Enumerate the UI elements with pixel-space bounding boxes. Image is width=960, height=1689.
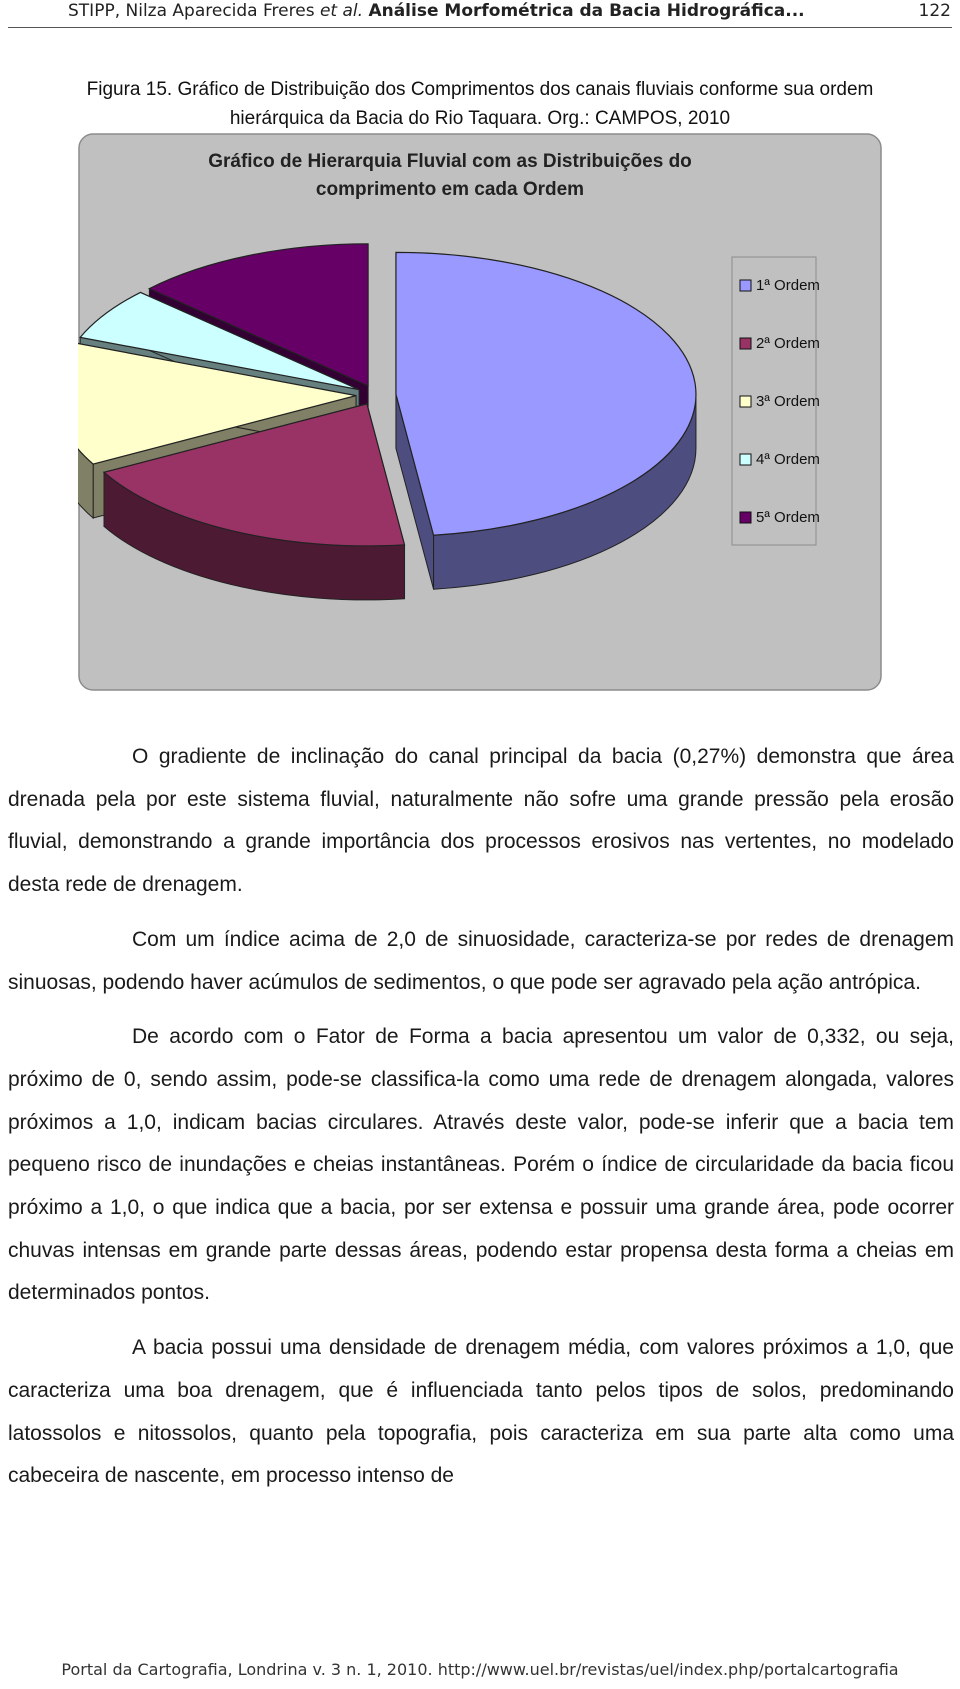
legend-swatch — [740, 280, 751, 291]
header-authors: STIPP, Nilza Aparecida Freres — [68, 1, 320, 21]
chart-title-line-1: Gráfico de Hierarquia Fluvial com as Distribuições do — [208, 151, 692, 172]
chart-title-line-2: comprimento em cada Ordem — [315, 179, 585, 200]
paragraph-3: De acordo com o Fator de Forma a bacia apresentou um valor de 0,332, ou seja, próximo de 0, sendo assim, pode-se classifica-la como uma rede de drenagem alongada, valores próximos a 1,0, indicam bacias circulares. Através deste valor, pode-se inferir que a bacia tem pequeno risco de inundações e cheias instantâneas. Porém o índice de circularidade da bacia ficou próximo a 1,0, o que indica que a bacia, por ser extensa e possuir uma grande área, pode ocorrer chuvas intensas em grande parte dessas áreas, podendo estar propensa desta forma a cheias em determinados pontos. — [8, 1025, 954, 1305]
legend-swatch — [740, 396, 751, 407]
paragraph-1: O gradiente de inclinação do canal principal da bacia (0,27%) demonstra que área drenada pela por este sistema fluvial, naturalmente não sofre uma grande pressão pela erosão fluvial, demonstrando a grande importância dos processos erosivos nas vertentes, no modelado desta rede de drenagem. — [8, 745, 954, 897]
figure-caption — [0, 75, 960, 133]
legend-swatch — [740, 512, 751, 523]
chart-svg — [78, 133, 882, 691]
legend-label: 3ª Ordem — [756, 393, 820, 410]
legend-label: 1ª Ordem — [756, 277, 820, 294]
pie-chart — [78, 133, 882, 691]
legend-label: 5ª Ordem — [756, 509, 820, 526]
paragraph-2: Com um índice acima de 2,0 de sinuosidade, caracteriza-se por redes de drenagem sinuosas, podendo haver acúmulos de sedimentos, o que pode ser agravado pela ação antrópica. — [8, 927, 954, 994]
caption-line-1: Figura 15. Gráfico de Distribuição dos Comprimentos dos canais fluviais conforme sua ordem — [86, 79, 874, 100]
running-header-text — [68, 1, 805, 21]
legend-label: 4ª Ordem — [756, 451, 820, 468]
running-header — [0, 0, 960, 30]
legend-swatch — [740, 454, 751, 465]
paragraph-4: A bacia possui uma densidade de drenagem média, com valores próximos a 1,0, que caracteriza uma boa drenagem, que é influenciada tanto pelos tipos de solos, predominando latossolos e nitossolos, quanto pela topografia, pois caracteriza em sua parte alta como uma cabeceira de nascente, em processo intenso de — [8, 1336, 954, 1488]
legend-label: 2ª Ordem — [756, 335, 820, 352]
header-title: Análise Morfométrica da Bacia Hidrográfica... — [368, 1, 805, 21]
caption-line-2: hierárquica da Bacia do Rio Taquara. Org.: CAMPOS, 2010 — [229, 108, 731, 129]
legend-swatch — [740, 338, 751, 349]
header-rule — [8, 27, 952, 28]
header-et-al: et al. — [319, 1, 364, 21]
body-text — [8, 736, 954, 1510]
page-footer: Portal da Cartografia, Londrina v. 3 n. 1, 2010. http://www.uel.br/revistas/uel/index.php/portalcartografia — [61, 1660, 899, 1679]
page-number: 122 — [918, 1, 951, 21]
